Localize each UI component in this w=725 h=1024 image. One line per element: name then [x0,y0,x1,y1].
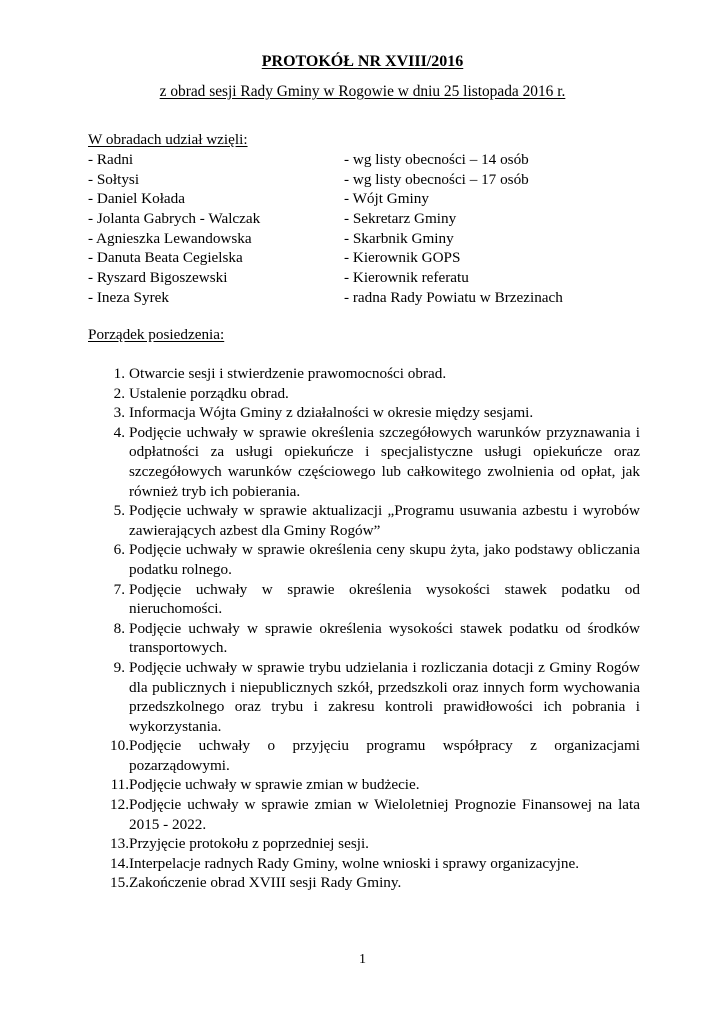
attendee-name: - Ryszard Bigoszewski [88,269,228,287]
attendee-name: - Agnieszka Lewandowska [88,229,252,247]
agenda-item-text: Podjęcie uchwały w sprawie określenia wysokości stawek podatku od środków transportowych. [129,619,640,657]
attendee-role: - Kierownik referatu [344,269,469,287]
agenda-item-number: 13. [110,835,129,853]
agenda-item-number: 15. [110,874,129,892]
agenda-item [88,580,640,619]
attendee-name: - Daniel Kołada [88,190,185,208]
agenda-item [88,403,640,423]
agenda-item-text: Podjęcie uchwały w sprawie trybu udzielania i rozliczania dotacji z Gminy Rogów dla publicznych i niepublicznych szkół, przedszkoli oraz innych form wychowania przedszkolnego oraz trybu i zakresu kontroli prawidłowości ich pobrania i wykorzystania. [129,658,640,735]
agenda-item [88,736,640,775]
attendees-list [88,150,648,308]
attendee-role: - wg listy obecności – 14 osób [344,151,529,168]
agenda-list [88,364,640,893]
attendees-heading: W obradach udział wzięli: [88,131,248,148]
agenda-item [88,619,640,658]
agenda-item-text: Otwarcie sesji i stwierdzenie prawomocności obrad. [129,365,447,382]
agenda-item [88,540,640,579]
agenda-item-text: Interpelacje radnych Rady Gminy, wolne wnioski i sprawy organizacyjne. [129,854,580,872]
agenda-item-text: Podjęcie uchwały w sprawie określenia wysokości stawek podatku od nieruchomości. [129,580,640,618]
attendee-row [88,150,648,170]
agenda-item [88,795,640,834]
attendee-role: - Skarbnik Gminy [344,229,454,247]
agenda-heading: Porządek posiedzenia: [88,326,225,343]
attendee-name: - Jolanta Gabrych - Walczak [88,210,261,228]
agenda-item-number: 8. [113,619,125,637]
attendee-row [88,248,648,268]
agenda-item [88,775,640,795]
attendee-row [88,209,648,229]
attendee-role: - Sekretarz Gminy [344,210,457,228]
agenda-item-number: 10. [110,737,129,755]
agenda-item [88,423,640,501]
attendee-row [88,170,648,190]
agenda-item-number: 9. [113,658,125,676]
agenda-item-text: Podjęcie uchwały o przyjęciu programu współpracy z organizacjami pozarządowymi. [129,737,640,774]
attendee-row [88,189,648,209]
agenda-item-number: 12. [110,796,129,814]
attendee-row [88,268,648,288]
agenda-item-number: 5. [113,502,125,520]
document-subtitle: z obrad sesji Rady Gminy w Rogowie w dniu 25 listopada 2016 r. [159,83,566,100]
attendee-role: - radna Rady Powiatu w Brzezinach [344,288,563,306]
agenda-item-number: 1. [113,365,125,382]
agenda-item-text: Podjęcie uchwały w sprawie zmian w Wieloletniej Prognozie Finansowej na lata 2015 - 2022. [129,796,640,833]
agenda-item [88,364,640,384]
agenda-item [88,854,640,874]
agenda-item-number: 11. [110,776,129,794]
attendee-role: - Wójt Gminy [344,190,429,208]
agenda-item-text: Podjęcie uchwały w sprawie zmian w budżecie. [129,776,420,794]
attendee-name: - Ineza Syrek [88,288,169,306]
agenda-item-number: 7. [113,580,125,598]
attendee-name: - Radni [88,151,134,168]
agenda-item-text: Ustalenie porządku obrad. [129,384,289,402]
agenda-item-number: 3. [113,404,125,422]
agenda-item [88,501,640,540]
page-number: 1 [359,952,366,967]
attendee-row [88,288,648,308]
agenda-item-text: Informacja Wójta Gminy z działalności w okresie między sesjami. [129,404,534,422]
agenda-item-number: 14. [110,854,129,872]
agenda-item-text: Przyjęcie protokołu z poprzedniej sesji. [129,835,369,853]
agenda-item-text: Zakończenie obrad XVIII sesji Rady Gminy. [129,874,402,892]
agenda-item [88,384,640,404]
agenda-item-text: Podjęcie uchwały w sprawie aktualizacji „Programu usuwania azbestu i wyrobów zawierających azbest dla Gminy Rogów” [129,502,640,539]
agenda-item-text: Podjęcie uchwały w sprawie określenia szczegółowych warunków przyznawania i odpłatności za usługi opiekuńcze i specjalistyczne usługi opiekuńcze oraz szczegółowych warunków częściowego lub całkowitego zwolnienia od opłat, jak również tryb ich pobierania. [129,423,640,500]
agenda-item-text: Podjęcie uchwały w sprawie określenia ceny skupu żyta, jako podstawy obliczania podatku rolnego. [129,541,640,578]
attendee-role: - wg listy obecności – 17 osób [344,170,529,188]
attendee-role: - Kierownik GOPS [344,249,461,267]
agenda-item [88,834,640,854]
attendee-name: - Danuta Beata Cegielska [88,249,243,267]
agenda-item-number: 2. [113,384,125,402]
document-title: PROTOKÓŁ NR XVIII/2016 [261,53,464,70]
agenda-item [88,658,640,736]
attendee-name: - Sołtysi [88,170,140,188]
attendee-row [88,229,648,249]
agenda-item [88,873,640,893]
agenda-item-number: 6. [113,541,125,559]
agenda-item-number: 4. [113,423,125,441]
